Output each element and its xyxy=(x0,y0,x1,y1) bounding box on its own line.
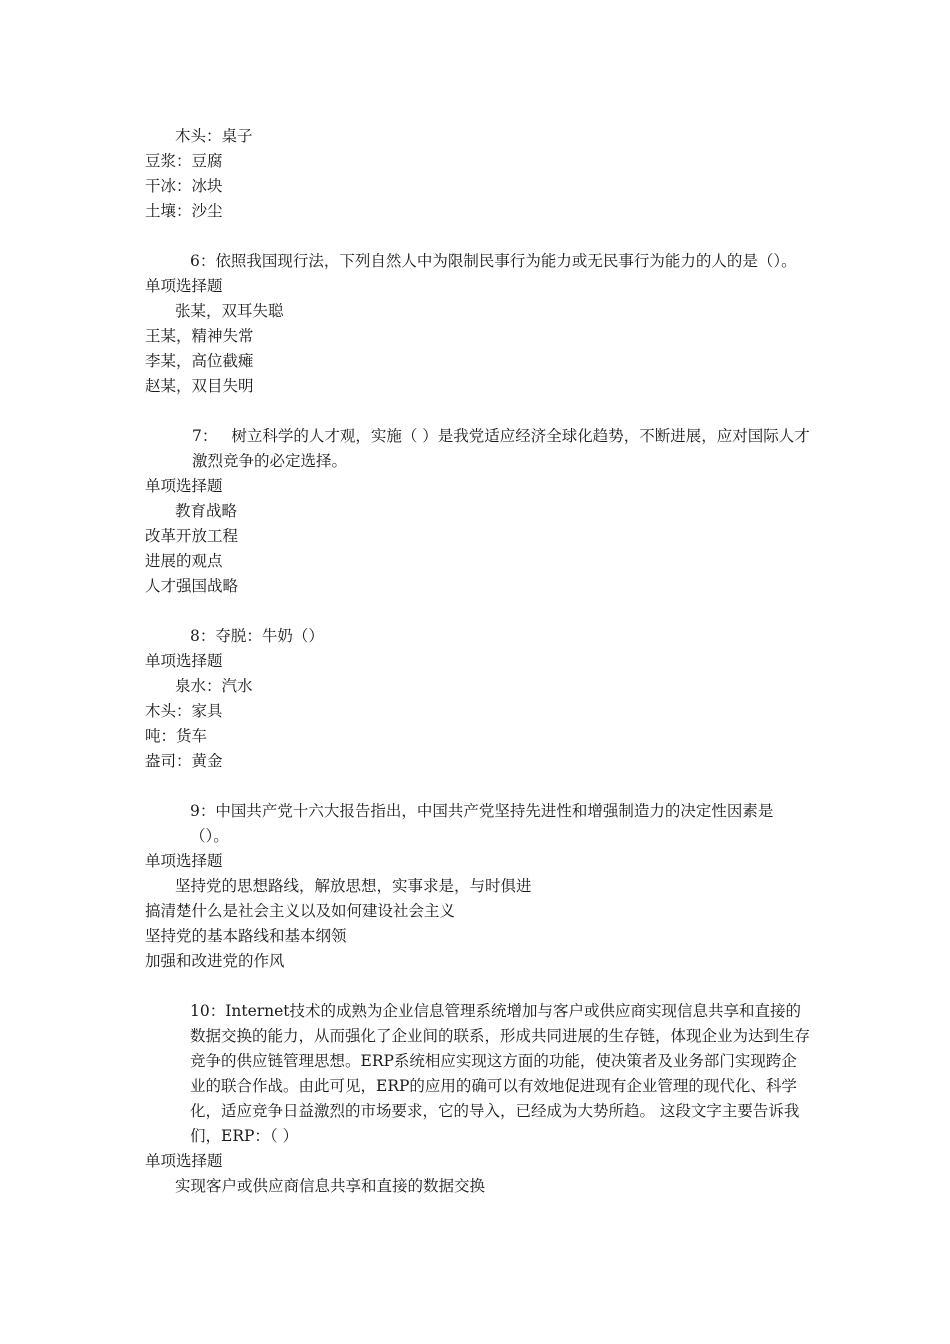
option-a: 泉水：汽水 xyxy=(175,677,253,695)
question-type: 单项选择题 xyxy=(145,852,223,870)
option-b: 改革开放工程 xyxy=(145,527,239,545)
question-10-stem xyxy=(145,999,810,1149)
option-a: 教育战略 xyxy=(175,502,238,520)
prev-option-b: 豆浆：豆腐 xyxy=(145,152,223,170)
question-type: 单项选择题 xyxy=(145,277,223,295)
option-b: 王某，精神失常 xyxy=(145,327,254,345)
question-number: 10： xyxy=(190,1002,226,1020)
option-d: 人才强国战略 xyxy=(145,577,239,595)
prev-option-d: 土壤：沙尘 xyxy=(145,202,223,220)
option-a: 坚持党的思想路线，解放思想，实事求是，与时俱进 xyxy=(175,877,532,895)
option-d: 盎司：黄金 xyxy=(145,752,223,770)
prev-option-a: 木头：桌子 xyxy=(175,127,253,145)
option-b: 搞清楚什么是社会主义以及如何建设社会主义 xyxy=(145,902,456,920)
option-a: 实现客户或供应商信息共享和直接的数据交换 xyxy=(175,1177,486,1195)
question-number: 8： xyxy=(190,627,216,645)
question-7-stem xyxy=(145,424,810,474)
option-b: 木头：家具 xyxy=(145,702,223,720)
question-9-stem xyxy=(145,799,810,849)
question-number: 6： xyxy=(190,252,216,270)
prev-option-c: 干冰：冰块 xyxy=(145,177,223,195)
option-d: 赵某，双目失明 xyxy=(145,377,254,395)
question-type: 单项选择题 xyxy=(145,477,223,495)
option-c: 进展的观点 xyxy=(145,552,223,570)
question-text: 依照我国现行法，下列自然人中为限制民事行为能力或无民事行为能力的人的是（）。 xyxy=(215,252,797,270)
question-text: 夺脱：牛奶（） xyxy=(215,627,324,645)
question-text: 树立科学的人才观，实施（ ）是我党适应经济全球化趋势，不断进展，应对国际人才激烈竞争的必定选择。 xyxy=(192,427,810,470)
question-6-stem xyxy=(145,249,810,274)
question-type: 单项选择题 xyxy=(145,1152,223,1170)
option-a: 张某，双耳失聪 xyxy=(175,302,284,320)
question-type: 单项选择题 xyxy=(145,652,223,670)
option-c: 吨：货车 xyxy=(145,727,208,745)
option-c: 坚持党的基本路线和基本纲领 xyxy=(145,927,347,945)
question-number: 7： xyxy=(192,427,218,445)
question-8-stem xyxy=(145,624,810,649)
question-number: 9： xyxy=(190,802,216,820)
question-text: 中国共产党十六大报告指出，中国共产党坚持先进性和增强制造力的决定性因素是（）。 xyxy=(190,802,774,845)
option-d: 加强和改进党的作风 xyxy=(145,952,285,970)
document-content xyxy=(145,124,810,1199)
option-c: 李某，高位截瘫 xyxy=(145,352,254,370)
question-text: Internet技术的成熟为企业信息管理系统增加与客户或供应商实现信息共享和直接的数据交换的能力，从而强化了企业间的联系，形成共同进展的生存链，体现企业为达到生存竞争的供应链管理思想。ERP系统相应实现这方面的功能，使决策者及业务部门实现跨企业的联合作战。由此可见，ERP的应用的确可以有效地促进现有企业管理的现代化、科学化，适应竞争日益激烈的市场要求，它的导入，已经成为大势所趋。 这段文字主要告诉我们，ERP：（ ） xyxy=(190,1002,811,1145)
